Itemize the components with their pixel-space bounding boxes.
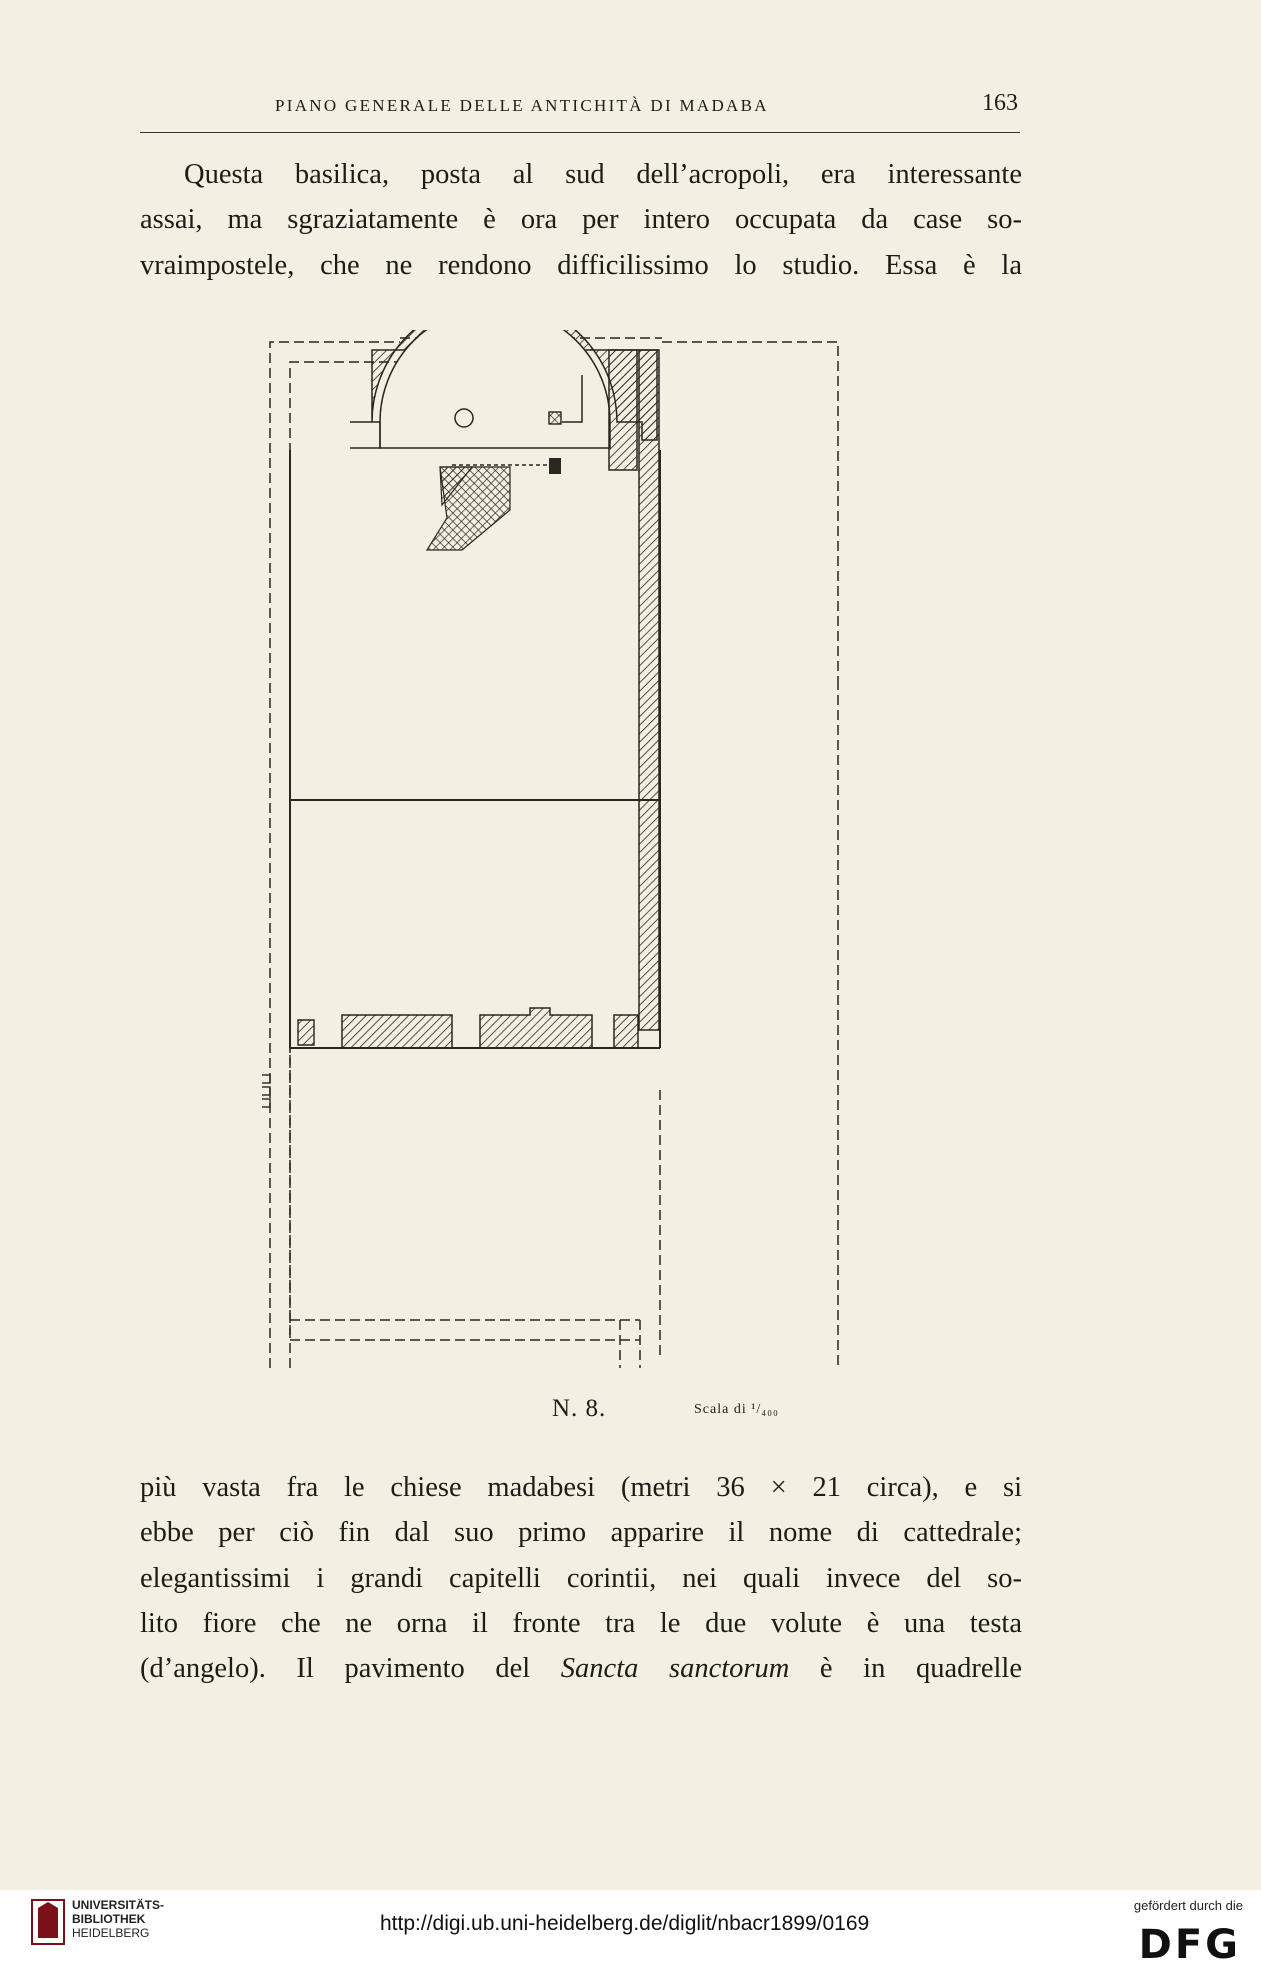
floor-plan-drawing [262,330,862,1420]
permalink-url[interactable]: http://digi.ub.uni-heidelberg.de/diglit/nbacr1899/0169 [380,1912,870,1935]
text-line: lito fiore che ne orna il fronte tra le due volute è una testa [140,1607,1022,1639]
italic-phrase: Sancta sanctorum [560,1653,790,1685]
figure-scale: Scala di ¹/₄₀₀ [694,1402,779,1417]
library-name-line: HEIDELBERG [72,1926,150,1940]
paragraph-top [140,152,1022,288]
library-logo-icon [30,1898,66,1946]
library-name-line: BIBLIOTHEK [72,1912,146,1926]
text-line: elegantissimi i grandi capitelli corintii, nei quali invece del so- [140,1562,1022,1594]
figure-label: N. 8. [552,1395,607,1422]
dfg-logo: DFG [1138,1922,1241,1968]
text-line: assai, ma sgraziatamente è ora per intero occupata da case so- [140,204,1022,236]
text-line-with-italic: (d’angelo). Il pavimento del Sancta sanctorum è in quadrelle [140,1653,1022,1685]
page-header [140,88,1020,128]
text-line: ebbe per ciò fin dal suo primo apparire il nome di cattedrale; [140,1517,1022,1549]
funding-note: gefördert durch die [1133,1898,1243,1913]
text-line: Questa basilica, posta al sud dell’acropoli, era interessante [184,159,1022,190]
header-rule [140,132,1020,133]
library-name-line: UNIVERSITÄTS- [72,1898,165,1912]
digitization-footer [0,1890,1261,1982]
text-line: vraimpostele, che ne rendono difficilissimo lo studio. Essa è la [140,249,1022,281]
running-title: PIANO GENERALE DELLE ANTICHITÀ DI MADABA [275,96,769,115]
paragraph-bottom [140,1465,1022,1691]
text-line: più vasta fra le chiese madabesi (metri 36 × 21 circa), e si [140,1472,1022,1503]
basilica-floor-plan-figure [262,330,862,1420]
page-number: 163 [982,90,1018,116]
library-name [72,1898,164,1940]
